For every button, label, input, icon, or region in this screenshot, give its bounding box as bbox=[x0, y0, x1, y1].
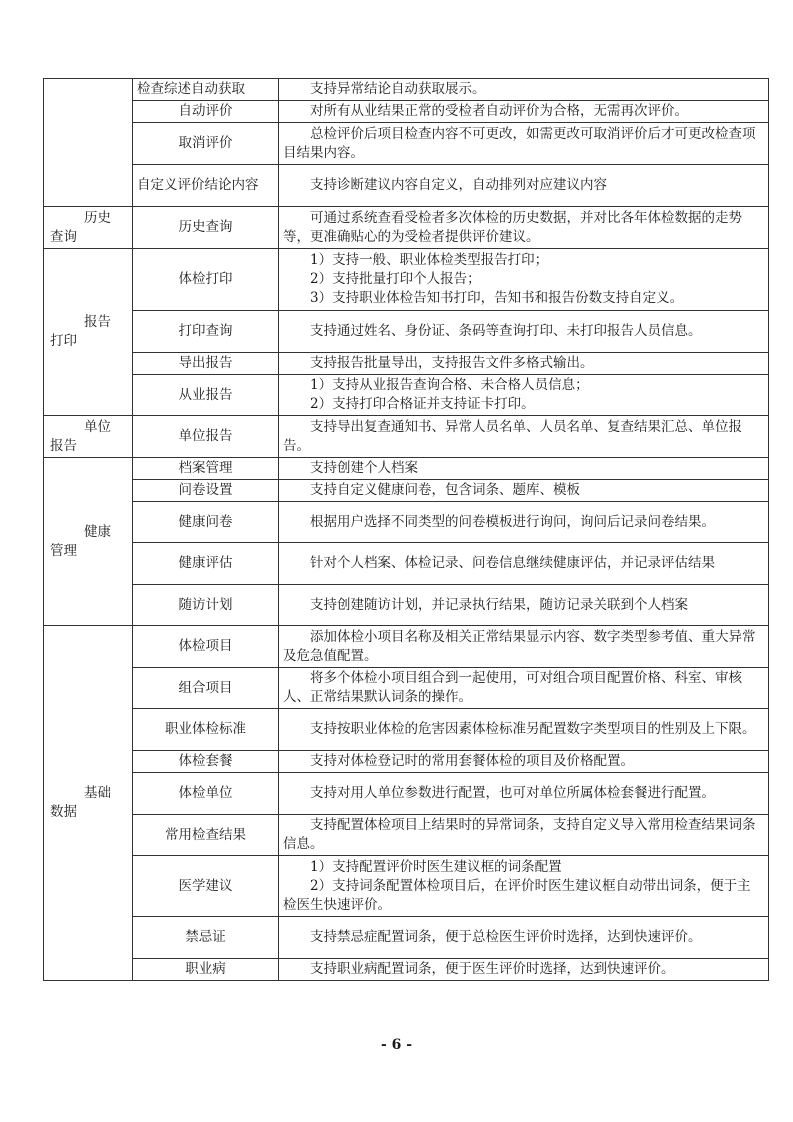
module-cell: 职业病 bbox=[133, 959, 279, 981]
table-row bbox=[44, 543, 769, 585]
description-cell bbox=[279, 856, 769, 917]
category-cell bbox=[44, 626, 133, 981]
description-text: 3）支持职业体检告知书打印，告知书和报告份数支持自定义。 bbox=[310, 290, 684, 306]
module-cell: 健康问卷 bbox=[133, 502, 279, 543]
description-text: 2）支持批量打印个人报告； bbox=[310, 271, 481, 287]
module-cell: 档案管理 bbox=[133, 458, 279, 480]
description-cell bbox=[279, 416, 769, 458]
description-text: 针对个人档案、体检记录、问卷信息继续健康评估，并记录评估结果 bbox=[310, 555, 715, 571]
table-row bbox=[44, 207, 769, 249]
module-cell: 自定义评价结论内容 bbox=[133, 165, 279, 207]
table-row bbox=[44, 165, 769, 207]
description-text: 将多个体检小项目组合到一起使用，可对组合项目配置价格、科室、审核人、正常结果默认词条的操作。 bbox=[283, 670, 742, 705]
description-text: 支持按职业体检的危害因素体检标准另配置数字类型项目的性别及上下限。 bbox=[310, 721, 756, 737]
description-cell bbox=[279, 353, 769, 375]
category-cell bbox=[44, 79, 133, 207]
category-cell bbox=[44, 207, 133, 249]
description-text: 支持报告批量导出，支持报告文件多格式输出。 bbox=[310, 355, 594, 371]
table-row bbox=[44, 773, 769, 815]
module-cell: 体检套餐 bbox=[133, 751, 279, 773]
table-row bbox=[44, 249, 769, 311]
description-cell bbox=[279, 959, 769, 981]
table-row bbox=[44, 123, 769, 165]
table-row bbox=[44, 751, 769, 773]
module-cell: 打印查询 bbox=[133, 311, 279, 353]
description-text: 总检评价后项目检查内容不可更改，如需更改可取消评价后才可更改检查项目结果内容。 bbox=[283, 125, 756, 161]
table-row bbox=[44, 458, 769, 480]
description-text: 2）支持词条配置体检项目后，在评价时医生建议框自动带出词条，便于主检医生快速评价。 bbox=[283, 877, 751, 913]
description-cell bbox=[279, 709, 769, 751]
description-cell bbox=[279, 502, 769, 543]
module-cell: 禁忌证 bbox=[133, 917, 279, 959]
description-text: 根据用户选择不同类型的问卷模板进行询问，询问后记录问卷结果。 bbox=[310, 513, 715, 530]
table-row bbox=[44, 79, 769, 101]
table-row bbox=[44, 585, 769, 626]
category-label-line1: 历史 bbox=[84, 209, 111, 226]
description-text: 支持职业病配置词条，便于医生评价时选择，达到快速评价。 bbox=[310, 961, 675, 977]
description-text: 支持诊断建议内容自定义，自动排列对应建议内容 bbox=[310, 177, 607, 193]
description-text: 支持自定义健康问卷，包含词条、题库、模板 bbox=[310, 482, 580, 498]
description-cell bbox=[279, 751, 769, 773]
description-text: 支持导出复查通知书、异常人员名单、人员名单、复查结果汇总、单位报告。 bbox=[283, 418, 742, 454]
description-text: 支持创建个人档案 bbox=[310, 460, 418, 476]
module-cell: 从业报告 bbox=[133, 375, 279, 416]
description-cell bbox=[279, 585, 769, 626]
description-text: 支持配置体检项目上结果时的异常词条，支持自定义导入常用检查结果词条信息。 bbox=[283, 817, 756, 852]
category-label-line2: 报告 bbox=[50, 437, 77, 454]
description-text: 对所有从业结果正常的受检者自动评价为合格，无需再次评价。 bbox=[310, 103, 688, 119]
description-cell bbox=[279, 79, 769, 101]
description-text: 支持对体检登记时的常用套餐体检的项目及价格配置。 bbox=[310, 753, 634, 769]
module-cell: 问卷设置 bbox=[133, 480, 279, 502]
description-cell bbox=[279, 543, 769, 585]
description-cell bbox=[279, 207, 769, 249]
module-cell: 检查综述自动获取 bbox=[133, 79, 279, 101]
description-text: 支持异常结论自动获取展示。 bbox=[310, 81, 486, 97]
description-text: 支持通过姓名、身份证、条码等查询打印、未打印报告人员信息。 bbox=[310, 323, 702, 339]
category-label-line1: 健康 bbox=[84, 523, 111, 540]
table-row bbox=[44, 353, 769, 375]
module-cell: 历史查询 bbox=[133, 207, 279, 249]
module-cell: 取消评价 bbox=[133, 123, 279, 165]
table-row bbox=[44, 480, 769, 502]
module-cell: 健康评估 bbox=[133, 543, 279, 585]
category-label-line2: 打印 bbox=[50, 333, 77, 349]
table-row bbox=[44, 416, 769, 458]
description-cell bbox=[279, 458, 769, 480]
description-cell bbox=[279, 375, 769, 416]
description-cell bbox=[279, 480, 769, 502]
module-cell: 体检打印 bbox=[133, 249, 279, 311]
description-cell bbox=[279, 123, 769, 165]
description-text: 支持创建随访计划，并记录执行结果，随访记录关联到个人档案 bbox=[310, 596, 688, 613]
category-label-line2: 查询 bbox=[50, 228, 77, 245]
description-text: 1）支持从业报告查询合格、未合格人员信息； bbox=[310, 377, 589, 393]
description-cell bbox=[279, 815, 769, 856]
table-row bbox=[44, 959, 769, 981]
description-text: 支持禁忌症配置词条，便于总检医生评价时选择，达到快速评价。 bbox=[310, 929, 702, 945]
module-cell: 随访计划 bbox=[133, 585, 279, 626]
module-cell: 导出报告 bbox=[133, 353, 279, 375]
module-cell: 组合项目 bbox=[133, 668, 279, 709]
category-label-line2: 管理 bbox=[50, 542, 77, 559]
description-cell bbox=[279, 101, 769, 123]
table-row bbox=[44, 375, 769, 416]
module-cell: 医学建议 bbox=[133, 856, 279, 917]
table-row bbox=[44, 709, 769, 751]
module-cell: 单位报告 bbox=[133, 416, 279, 458]
description-text: 添加体检小项目名称及相关正常结果显示内容、数字类型参考值、重大异常及危急值配置。 bbox=[283, 628, 756, 664]
module-cell: 常用检查结果 bbox=[133, 815, 279, 856]
module-cell: 自动评价 bbox=[133, 101, 279, 123]
description-text: 1）支持一般、职业体检类型报告打印； bbox=[310, 252, 549, 268]
description-cell bbox=[279, 311, 769, 353]
description-text: 支持对用人单位参数进行配置，也可对单位所属体检套餐进行配置。 bbox=[310, 785, 715, 801]
module-cell: 体检单位 bbox=[133, 773, 279, 815]
description-text: 可通过系统查看受检者多次体检的历史数据，并对比各年体检数据的走势等，更准确贴心的为受检者提供评价建议。 bbox=[283, 209, 742, 245]
table-row bbox=[44, 101, 769, 123]
description-cell bbox=[279, 249, 769, 311]
category-label-line1: 基础 bbox=[84, 785, 111, 801]
category-label-line1: 报告 bbox=[84, 314, 111, 330]
module-cell: 体检项目 bbox=[133, 626, 279, 668]
table-row bbox=[44, 311, 769, 353]
category-label-line1: 单位 bbox=[84, 418, 111, 435]
table-row bbox=[44, 856, 769, 917]
spec-table bbox=[43, 78, 769, 981]
table-row bbox=[44, 626, 769, 668]
table-row bbox=[44, 815, 769, 856]
page-number: - 6 - bbox=[380, 1037, 413, 1053]
description-cell bbox=[279, 626, 769, 668]
table-row bbox=[44, 917, 769, 959]
category-cell bbox=[44, 416, 133, 458]
description-text: 1）支持配置评价时医生建议框的词条配置 bbox=[310, 858, 562, 875]
description-cell bbox=[279, 917, 769, 959]
description-cell bbox=[279, 773, 769, 815]
table-row bbox=[44, 668, 769, 709]
category-cell bbox=[44, 249, 133, 416]
module-cell: 职业体检标准 bbox=[133, 709, 279, 751]
description-cell bbox=[279, 165, 769, 207]
table-row bbox=[44, 502, 769, 543]
category-label-line2: 数据 bbox=[50, 804, 77, 820]
spec-table-body bbox=[44, 79, 769, 981]
description-text: 2）支持打印合格证并支持证卡打印。 bbox=[310, 396, 535, 412]
description-cell bbox=[279, 668, 769, 709]
category-cell bbox=[44, 458, 133, 626]
